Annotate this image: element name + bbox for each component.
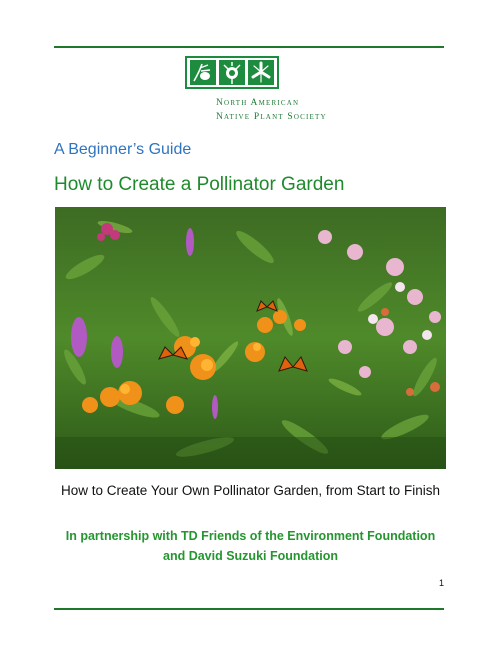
flower-cluster-icon — [218, 59, 246, 86]
org-line-1: North American — [216, 98, 300, 108]
partnership-line-1: In partnership with TD Friends of the Environment Foundation — [65, 529, 436, 543]
photo-caption: How to Create Your Own Pollinator Garden, from Start to Finish — [61, 483, 440, 498]
partnership-line-2: and David Suzuki Foundation — [163, 549, 338, 563]
page-number: 1 — [439, 578, 445, 588]
bottom-rule — [54, 608, 444, 610]
garden-photo — [55, 207, 446, 469]
page-title: How to Create a Pollinator Garden — [54, 174, 345, 195]
guide-kicker: A Beginner’s Guide — [54, 141, 192, 158]
organization-name — [216, 96, 356, 124]
lady-slipper-orchid-icon — [189, 59, 217, 86]
org-line-2: Native Plant Society — [216, 112, 327, 122]
society-logo — [185, 56, 279, 89]
trillium-icon — [247, 59, 275, 86]
top-rule — [54, 46, 444, 48]
